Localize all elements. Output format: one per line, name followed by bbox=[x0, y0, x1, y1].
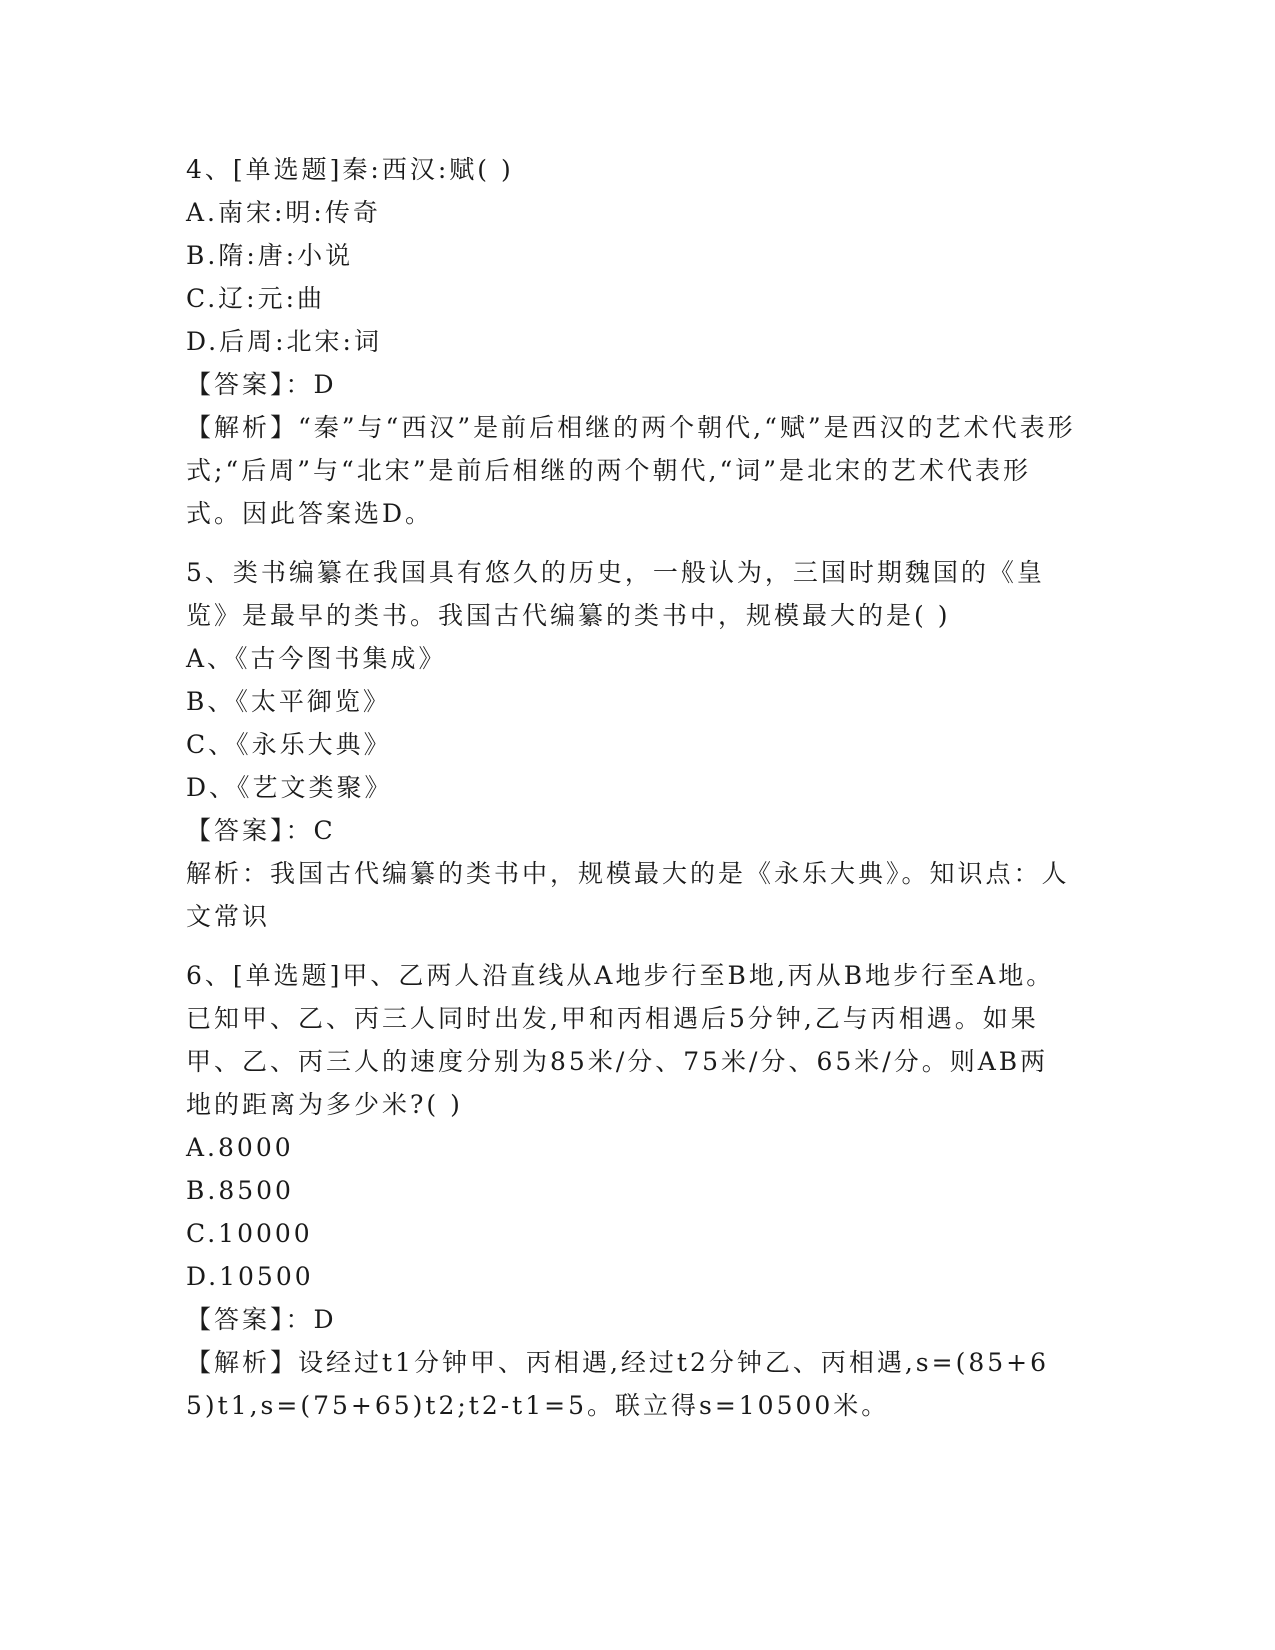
option-b: B、《太平御览》 bbox=[186, 687, 391, 716]
option-d: D.后周:北宋:词 bbox=[186, 327, 382, 356]
option-a: A、《古今图书集成》 bbox=[186, 644, 447, 673]
option-b: B.8500 bbox=[186, 1176, 294, 1205]
answer: 【答案】：D bbox=[186, 370, 337, 399]
analysis: 【解析】设经过t1分钟甲、丙相遇,经过t2分钟乙、丙相遇,s=(85+65)t1,s=(75+65)t2;t2-t1=5。联立得s=10500米。 bbox=[186, 1348, 1049, 1420]
option-c: C.辽:元:曲 bbox=[186, 284, 326, 313]
question-list bbox=[186, 148, 1076, 1443]
option-c: C.10000 bbox=[186, 1219, 313, 1248]
option-a: A.8000 bbox=[186, 1133, 294, 1162]
question-4 bbox=[186, 148, 1076, 535]
option-b: B.隋:唐:小说 bbox=[186, 241, 354, 270]
analysis: 【解析】“秦”与“西汉”是前后相继的两个朝代,“赋”是西汉的艺术代表形式;“后周”与“北宋”是前后相继的两个朝代,“词”是北宋的艺术代表形式。因此答案选D。 bbox=[186, 413, 1076, 528]
question-6 bbox=[186, 954, 1076, 1427]
question-stem: 5、类书编纂在我国具有悠久的历史，一般认为，三国时期魏国的《皇览》是最早的类书。我国古代编纂的类书中，规模最大的是( ) bbox=[186, 558, 1045, 630]
question-stem: 4、[单选题]秦:西汉:赋( ) bbox=[186, 155, 514, 184]
option-d: D、《艺文类聚》 bbox=[186, 773, 393, 802]
answer: 【答案】：C bbox=[186, 816, 336, 845]
question-5 bbox=[186, 551, 1076, 938]
option-a: A.南宋:明:传奇 bbox=[186, 198, 381, 227]
answer: 【答案】：D bbox=[186, 1305, 337, 1334]
analysis: 解析：我国古代编纂的类书中，规模最大的是《永乐大典》。知识点：人文常识 bbox=[186, 859, 1070, 931]
option-d: D.10500 bbox=[186, 1262, 314, 1291]
option-c: C、《永乐大典》 bbox=[186, 730, 392, 759]
question-stem: 6、[单选题]甲、乙两人沿直线从A地步行至B地,丙从B地步行至A地。已知甲、乙、丙三人同时出发,甲和丙相遇后5分钟,乙与丙相遇。如果甲、乙、丙三人的速度分别为85米/分、75米/分、65米/分。则AB两地的距离为多少米?( ) bbox=[186, 961, 1055, 1119]
